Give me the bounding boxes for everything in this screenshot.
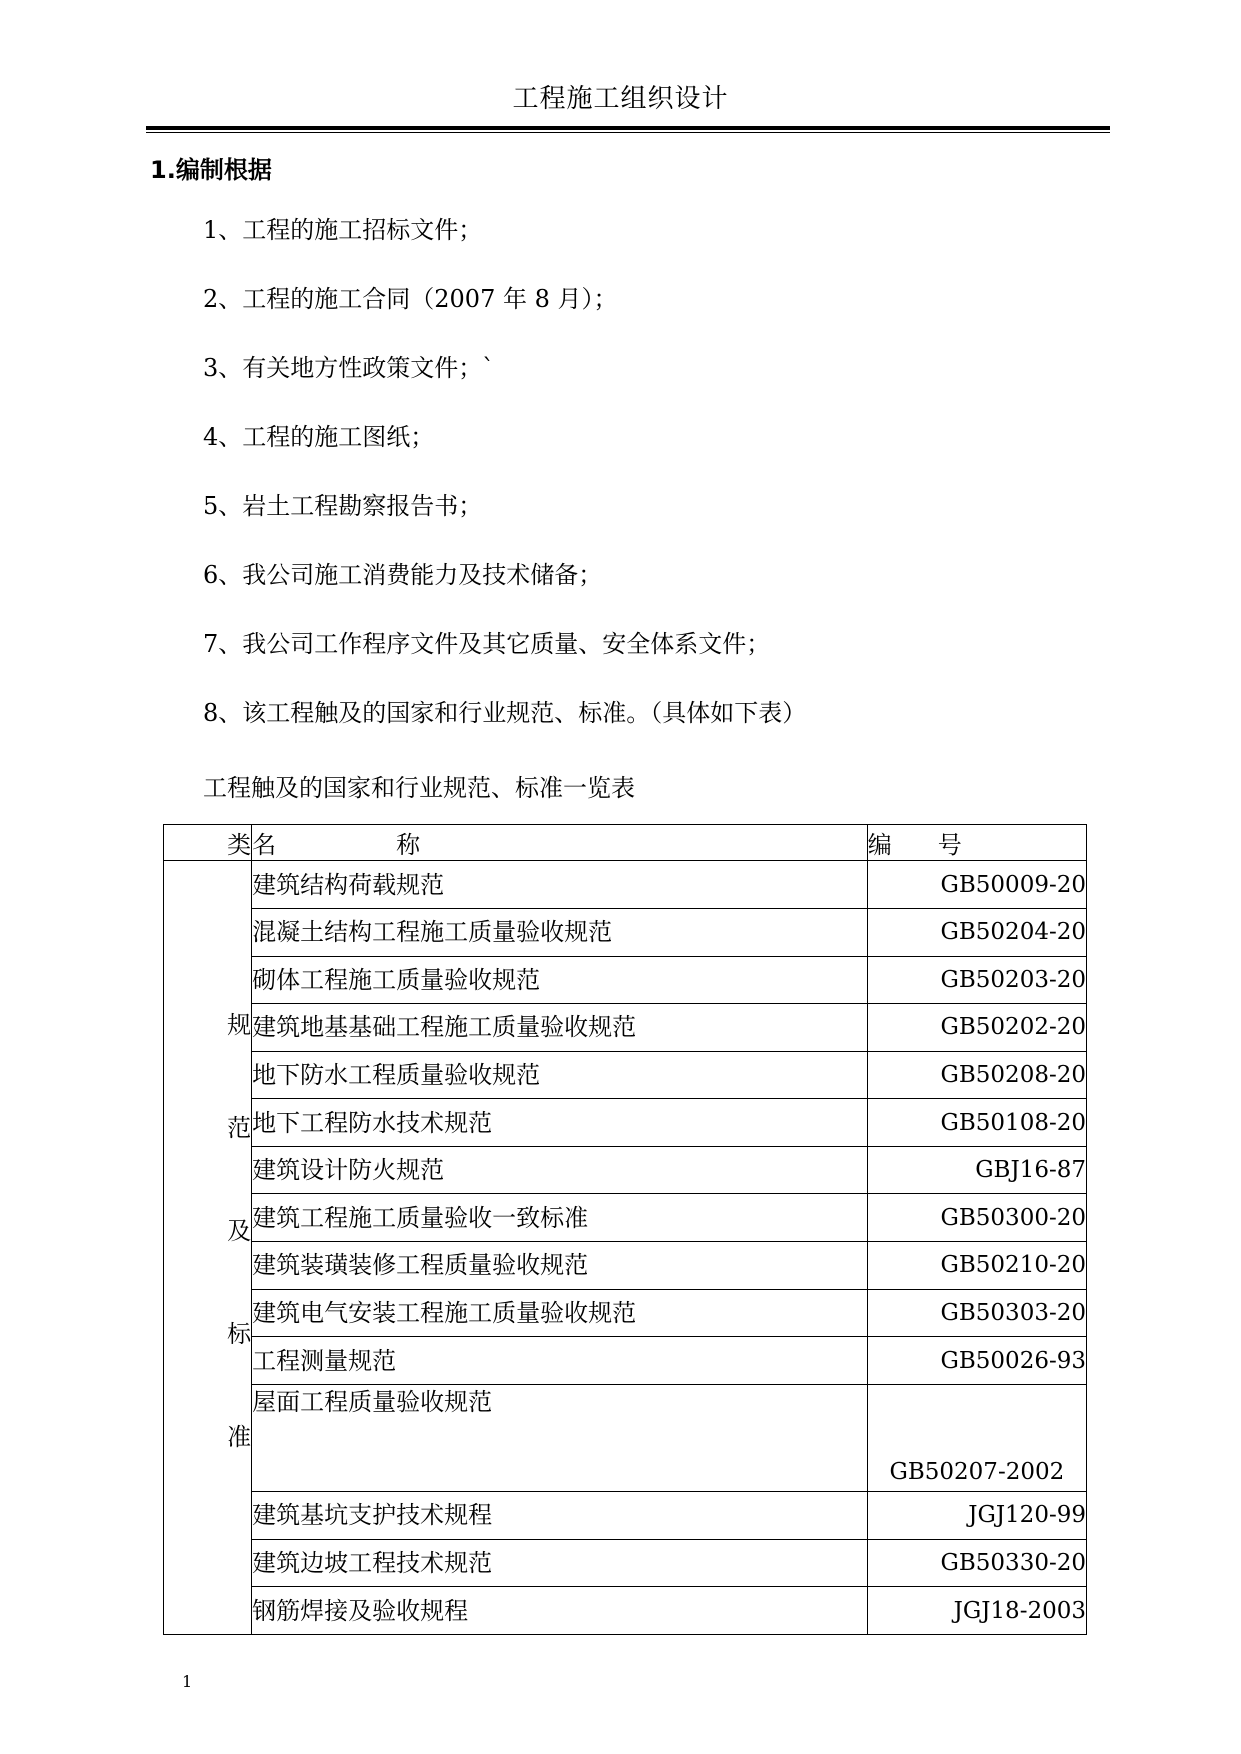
section-heading: 1.编制根据 — [150, 156, 272, 184]
header-rule-thin — [146, 132, 1110, 133]
standard-name: 地下工程防水技术规范 — [252, 1099, 868, 1147]
category-cell — [164, 861, 252, 1635]
category-char: 范 — [227, 1114, 252, 1143]
table-row — [164, 1146, 1087, 1194]
table-row — [164, 1384, 1087, 1491]
basis-item: 2、工程的施工合同（2007 年 8 月）； — [203, 285, 618, 313]
page-header-title: 工程施工组织设计 — [512, 84, 729, 114]
table-row — [164, 1099, 1087, 1147]
standard-name: 建筑基坑支护技术规程 — [252, 1492, 868, 1540]
table-caption: 工程触及的国家和行业规范、标准一览表 — [203, 774, 635, 802]
table-row — [164, 1194, 1087, 1242]
standard-name: 混凝土结构工程施工质量验收规范 — [252, 909, 868, 957]
header-category: 类 — [164, 825, 252, 861]
standard-code: GB50202-20 — [867, 1004, 1086, 1052]
standards-table — [163, 824, 1087, 1635]
table-row — [164, 1539, 1087, 1587]
standard-code: GB50204-20 — [867, 909, 1086, 957]
basis-item: 7、我公司工作程序文件及其它质量、安全体系文件； — [203, 630, 771, 658]
standard-code: GB50303-20 — [867, 1289, 1086, 1337]
standard-code: GBJ16-87 — [867, 1146, 1086, 1194]
table-row — [164, 909, 1087, 957]
header-code: 编 号 — [867, 825, 1086, 861]
standard-name: 建筑地基基础工程施工质量验收规范 — [252, 1004, 868, 1052]
table-row — [164, 1289, 1087, 1337]
standard-code: GB50108-20 — [867, 1099, 1086, 1147]
table-row — [164, 1004, 1087, 1052]
basis-item: 4、工程的施工图纸； — [203, 423, 435, 451]
standard-name: 建筑结构荷载规范 — [252, 861, 868, 909]
standard-code: GB50203-20 — [867, 956, 1086, 1004]
table-row — [164, 861, 1087, 909]
table-header-row — [164, 825, 1087, 861]
standard-code: GB50026-93 — [867, 1337, 1086, 1385]
basis-item: 5、岩土工程勘察报告书； — [203, 492, 483, 520]
header-rule — [146, 126, 1110, 130]
standard-code: GB50210-20 — [867, 1242, 1086, 1290]
table-row — [164, 1587, 1087, 1635]
table-row — [164, 1492, 1087, 1540]
standard-code: JGJ120-99 — [867, 1492, 1086, 1540]
standard-name: 建筑设计防火规范 — [252, 1146, 868, 1194]
header-name: 名 称 — [252, 825, 868, 861]
basis-item: 6、我公司施工消费能力及技术储备； — [203, 561, 603, 589]
basis-item: 3、有关地方性政策文件；` — [203, 354, 495, 382]
standard-code: JGJ18-2003 — [867, 1587, 1086, 1635]
basis-item: 1、工程的施工招标文件； — [203, 216, 483, 244]
category-char: 及 — [227, 1217, 252, 1246]
standard-name: 建筑边坡工程技术规范 — [252, 1539, 868, 1587]
standard-name: 地下防水工程质量验收规范 — [252, 1051, 868, 1099]
category-char: 规 — [227, 1011, 252, 1040]
table-row — [164, 1242, 1087, 1290]
standard-name: 屋面工程质量验收规范 — [252, 1384, 868, 1491]
page-number: 1 — [182, 1672, 193, 1691]
category-char: 准 — [227, 1423, 252, 1452]
standard-code: GB50330-20 — [867, 1539, 1086, 1587]
standard-name: 建筑工程施工质量验收一致标准 — [252, 1194, 868, 1242]
table-row — [164, 1051, 1087, 1099]
standard-code: GB50009-20 — [867, 861, 1086, 909]
table-row — [164, 956, 1087, 1004]
table-row — [164, 1337, 1087, 1385]
standard-name: 砌体工程施工质量验收规范 — [252, 956, 868, 1004]
standard-name: 建筑装璜装修工程质量验收规范 — [252, 1242, 868, 1290]
standard-code: GB50207-2002 — [867, 1384, 1086, 1491]
category-char: 标 — [227, 1320, 252, 1349]
standard-name: 钢筋焊接及验收规程 — [252, 1587, 868, 1635]
standard-name: 工程测量规范 — [252, 1337, 868, 1385]
basis-list — [203, 210, 806, 762]
basis-item: 8、该工程触及的国家和行业规范、标准。（具体如下表） — [203, 699, 807, 727]
standard-name: 建筑电气安装工程施工质量验收规范 — [252, 1289, 868, 1337]
standard-code: GB50208-20 — [867, 1051, 1086, 1099]
standard-code: GB50300-20 — [867, 1194, 1086, 1242]
